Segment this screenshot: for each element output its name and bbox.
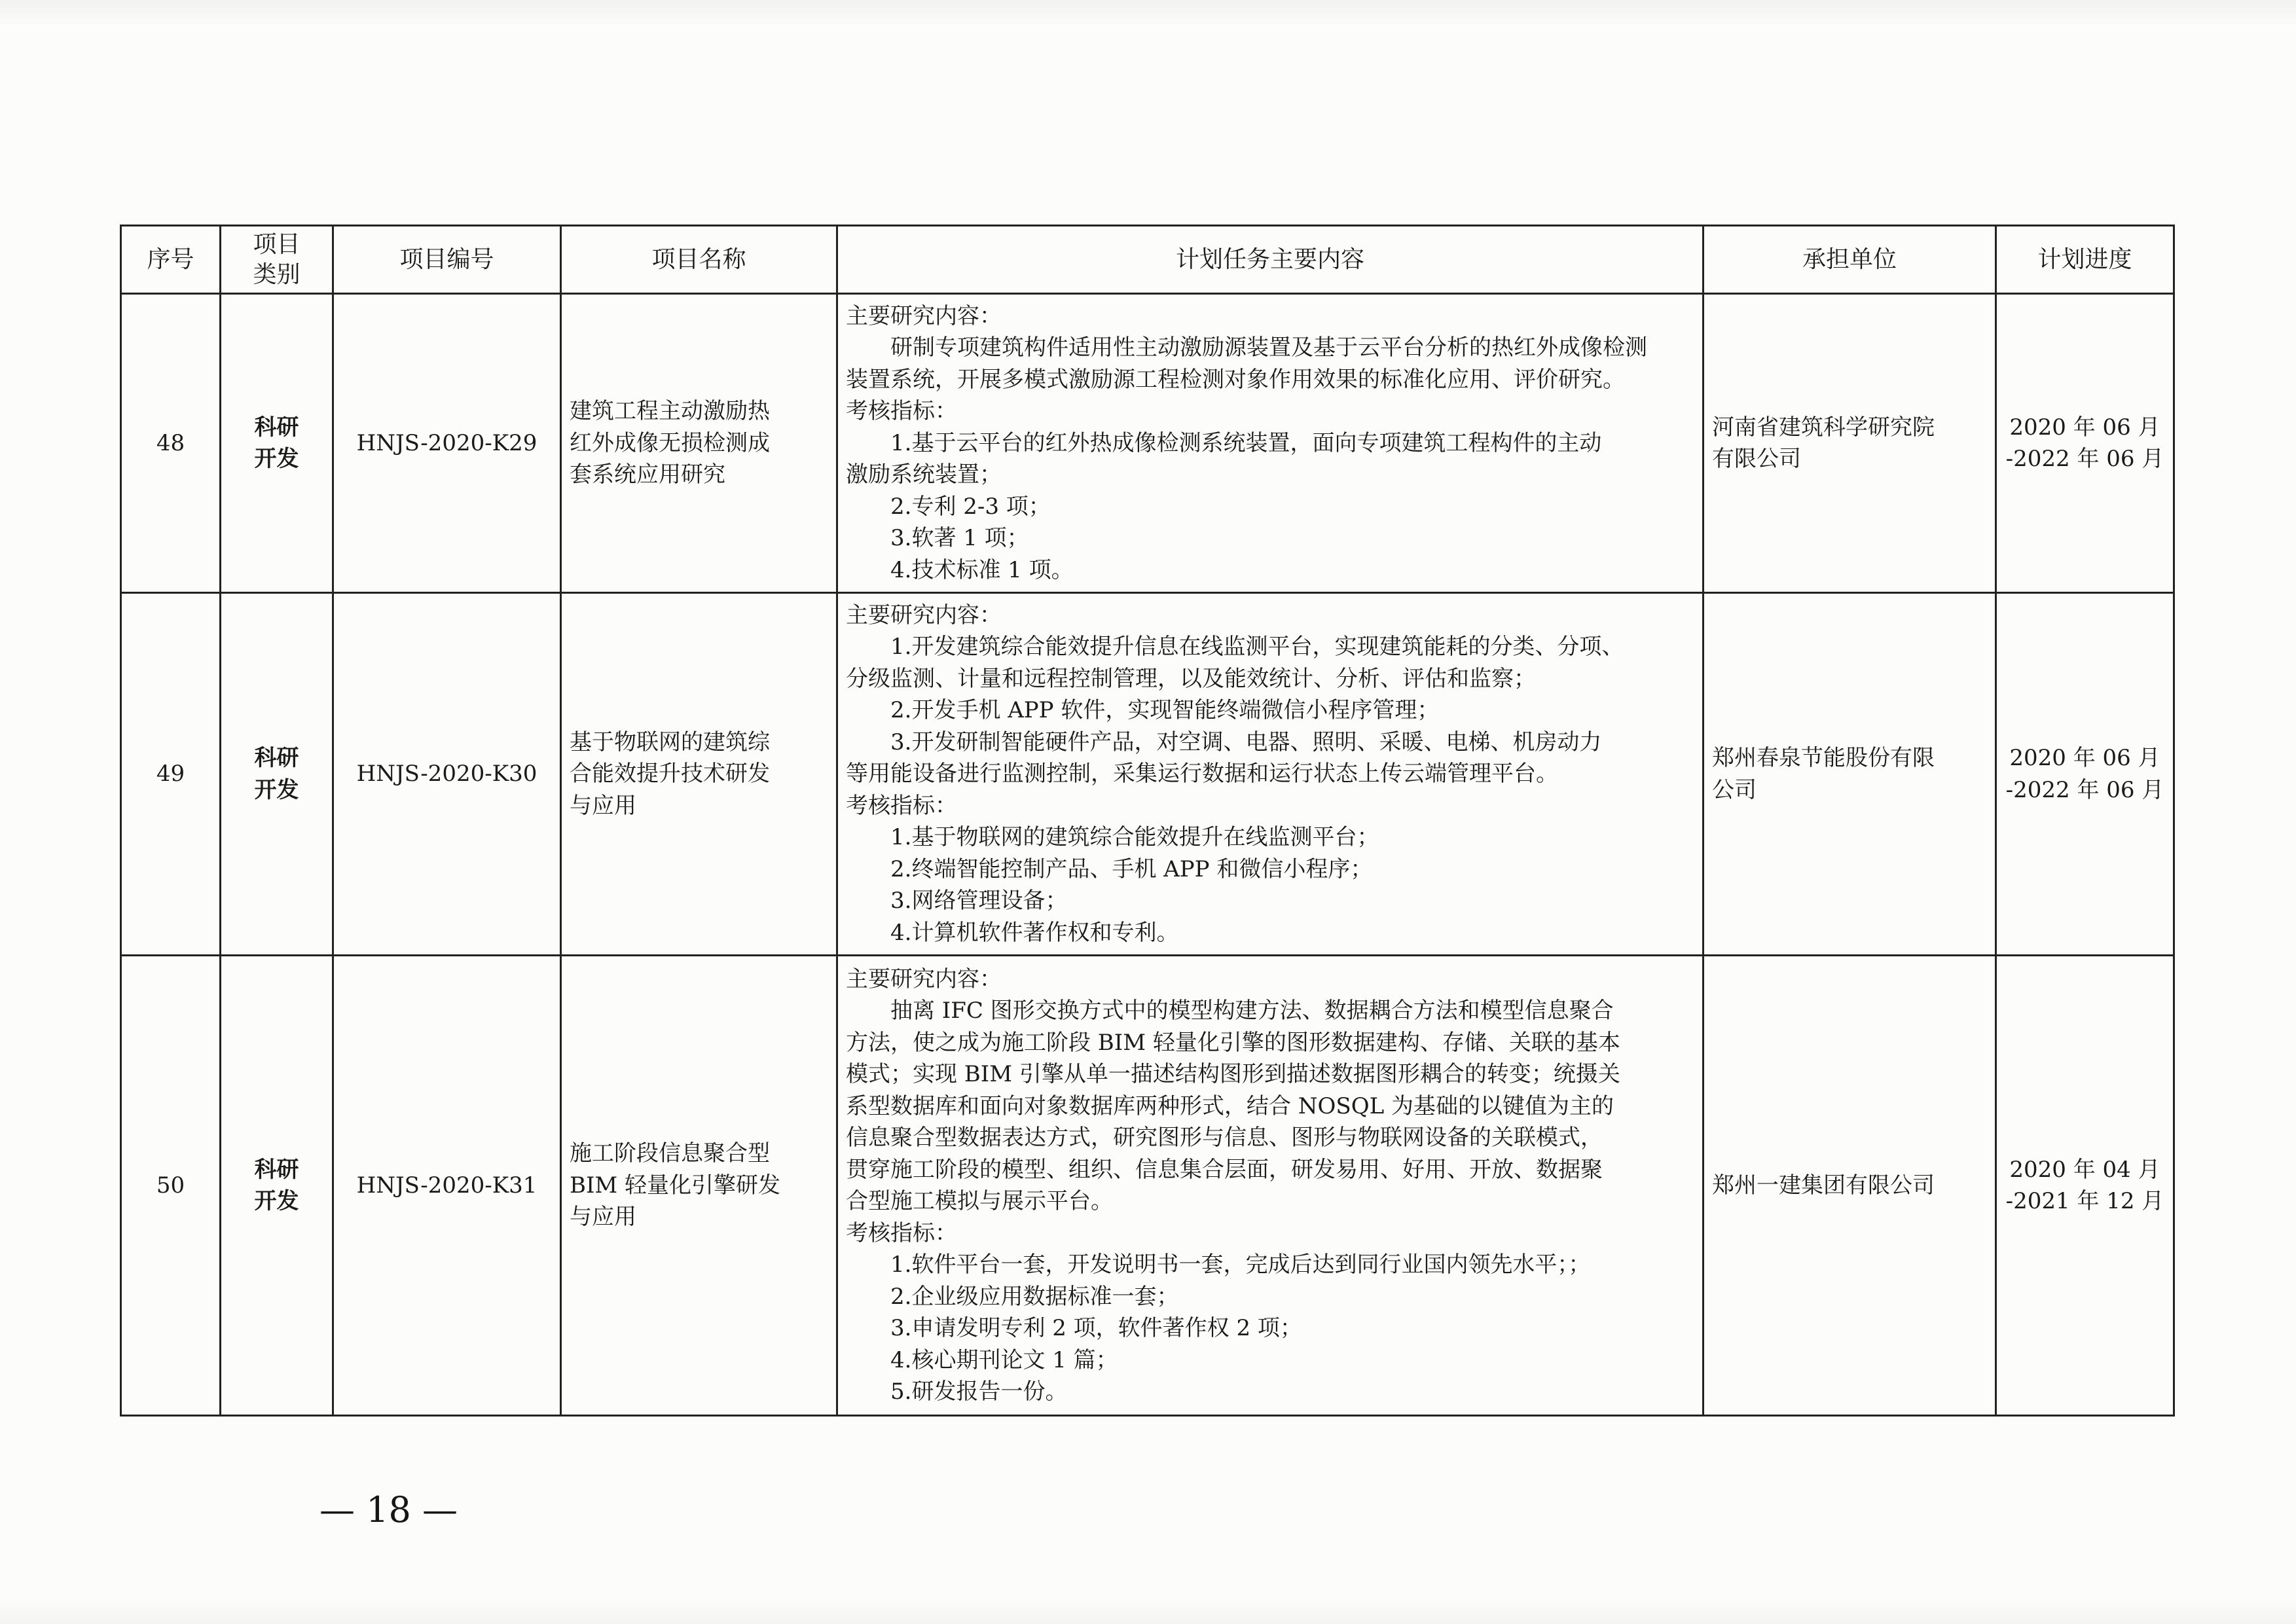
cell-schedule xyxy=(1996,294,2174,593)
header-category-line: 项目 xyxy=(253,230,301,258)
content-line: 2.终端智能控制产品、手机 APP 和微信小程序； xyxy=(890,856,1373,882)
name-line: BIM 轻量化引擎研发 xyxy=(570,1172,781,1199)
category-line: 科研 xyxy=(254,745,299,771)
cell-content xyxy=(837,956,1704,1416)
name-line: 与应用 xyxy=(570,792,636,819)
name-line: 基于物联网的建筑综 xyxy=(570,729,770,755)
content-line: 模式；实现 BIM 引擎从单一描述结构图形到描述数据图形耦合的转变；统摄关 xyxy=(846,1061,1620,1087)
header-name: 项目名称 xyxy=(561,226,837,294)
table-row xyxy=(121,593,2174,956)
schedule-line: 2020 年 06 月 xyxy=(2009,414,2160,441)
content-line: 主要研究内容： xyxy=(846,965,1002,992)
table-row xyxy=(121,956,2174,1416)
content-line: 合型施工模拟与展示平台。 xyxy=(846,1188,1113,1214)
cell-seq: 49 xyxy=(121,593,221,956)
content-line: 抽离 IFC 图形交换方式中的模型构建方法、数据耦合方法和模型信息聚合 xyxy=(890,998,1614,1024)
content-line: 考核指标： xyxy=(846,398,957,425)
cell-seq: 50 xyxy=(121,956,221,1416)
table-header-row xyxy=(121,226,2174,294)
cell-unit xyxy=(1704,294,1996,593)
name-line: 施工阶段信息聚合型 xyxy=(570,1140,770,1167)
content-line: 信息聚合型数据表达方式，研究图形与信息、图形与物联网设备的关联模式， xyxy=(846,1125,1603,1151)
header-seq: 序号 xyxy=(121,226,221,294)
content-line: 4.技术标准 1 项。 xyxy=(890,556,1074,583)
header-schedule: 计划进度 xyxy=(1996,226,2174,294)
content-line: 考核指标： xyxy=(846,1219,957,1246)
category-line: 科研 xyxy=(254,414,299,441)
content-line: 激励系统装置； xyxy=(846,461,1002,488)
cell-schedule xyxy=(1996,593,2174,956)
content-line: 4.核心期刊论文 1 篇； xyxy=(890,1346,1118,1373)
cell-unit xyxy=(1704,593,1996,956)
cell-schedule xyxy=(1996,956,2174,1416)
content-line: 主要研究内容： xyxy=(846,302,1002,329)
content-line: 1.开发建筑综合能效提升信息在线监测平台，实现建筑能耗的分类、分项、 xyxy=(890,634,1624,660)
schedule-line: -2022 年 06 月 xyxy=(2005,776,2164,803)
content-line: 5.研发报告一份。 xyxy=(890,1379,1068,1405)
content-line: 贯穿施工阶段的模型、组织、信息集合层面，研发易用、好用、开放、数据聚 xyxy=(846,1156,1603,1183)
name-line: 套系统应用研究 xyxy=(570,461,725,488)
content-line: 2.专利 2-3 项； xyxy=(890,493,1051,520)
cell-code: HNJS-2020-K31 xyxy=(333,956,561,1416)
header-unit: 承担单位 xyxy=(1704,226,1996,294)
content-line: 3.软著 1 项； xyxy=(890,525,1029,552)
cell-category xyxy=(221,294,333,593)
content-line: 4.计算机软件著作权和专利。 xyxy=(890,919,1179,946)
cell-unit xyxy=(1704,956,1996,1416)
content-line: 分级监测、计量和远程控制管理，以及能效统计、分析、评估和监察； xyxy=(846,665,1536,692)
name-line: 合能效提升技术研发 xyxy=(570,761,770,787)
project-plan-table xyxy=(120,225,2175,1416)
cell-name xyxy=(561,294,837,593)
schedule-line: 2020 年 04 月 xyxy=(2009,1156,2160,1183)
content-line: 考核指标： xyxy=(846,792,957,819)
name-line: 建筑工程主动激励热 xyxy=(570,398,770,425)
unit-line: 有限公司 xyxy=(1712,446,1801,472)
content-line: 装置系统，开展多模式激励源工程检测对象作用效果的标准化应用、评价研究。 xyxy=(846,366,1625,393)
content-line: 1.基于物联网的建筑综合能效提升在线监测平台； xyxy=(890,824,1379,851)
category-line: 开发 xyxy=(254,776,299,803)
content-line: 3.开发研制智能硬件产品，对空调、电器、照明、采暖、电梯、机房动力 xyxy=(890,729,1602,755)
unit-line: 郑州一建集团有限公司 xyxy=(1712,1172,1935,1199)
content-line: 研制专项建筑构件适用性主动激励源装置及基于云平台分析的热红外成像检测 xyxy=(890,334,1647,361)
category-line: 开发 xyxy=(254,1188,299,1214)
content-line: 主要研究内容： xyxy=(846,602,1002,628)
cell-category xyxy=(221,956,333,1416)
cell-content xyxy=(837,294,1704,593)
cell-content xyxy=(837,593,1704,956)
header-category xyxy=(221,226,333,294)
name-line: 红外成像无损检测成 xyxy=(570,429,770,456)
header-content: 计划任务主要内容 xyxy=(837,226,1704,294)
content-line: 2.开发手机 APP 软件，实现智能终端微信小程序管理； xyxy=(890,697,1440,724)
schedule-line: -2021 年 12 月 xyxy=(2005,1188,2164,1214)
header-category-line: 类别 xyxy=(253,261,301,288)
cell-name xyxy=(561,593,837,956)
cell-code: HNJS-2020-K30 xyxy=(333,593,561,956)
page-number: — 18 — xyxy=(319,1489,458,1530)
content-line: 1.软件平台一套，开发说明书一套，完成后达到同行业国内领先水平；； xyxy=(890,1252,1591,1278)
table-row xyxy=(121,294,2174,593)
header-code: 项目编号 xyxy=(333,226,561,294)
content-line: 系型数据库和面向对象数据库两种形式，结合 NOSQL 为基础的以键值为主的 xyxy=(846,1092,1614,1119)
category-line: 开发 xyxy=(254,446,299,472)
unit-line: 公司 xyxy=(1712,776,1757,803)
content-line: 3.申请发明专利 2 项，软件著作权 2 项； xyxy=(890,1315,1302,1341)
cell-category xyxy=(221,593,333,956)
cell-code: HNJS-2020-K29 xyxy=(333,294,561,593)
schedule-line: -2022 年 06 月 xyxy=(2005,446,2164,472)
unit-line: 河南省建筑科学研究院 xyxy=(1712,414,1935,441)
schedule-line: 2020 年 06 月 xyxy=(2009,745,2160,771)
name-line: 与应用 xyxy=(570,1204,636,1231)
cell-seq: 48 xyxy=(121,294,221,593)
cell-name xyxy=(561,956,837,1416)
content-line: 2.企业级应用数据标准一套； xyxy=(890,1283,1179,1310)
content-line: 方法，使之成为施工阶段 BIM 轻量化引擎的图形数据建构、存储、关联的基本 xyxy=(846,1029,1620,1056)
category-line: 科研 xyxy=(254,1156,299,1183)
content-line: 3.网络管理设备； xyxy=(890,888,1068,914)
unit-line: 郑州春泉节能股份有限 xyxy=(1712,745,1935,771)
content-line: 等用能设备进行监测控制，采集运行数据和运行状态上传云端管理平台。 xyxy=(846,761,1558,787)
content-line: 1.基于云平台的红外热成像检测系统装置，面向专项建筑工程构件的主动 xyxy=(890,429,1602,456)
